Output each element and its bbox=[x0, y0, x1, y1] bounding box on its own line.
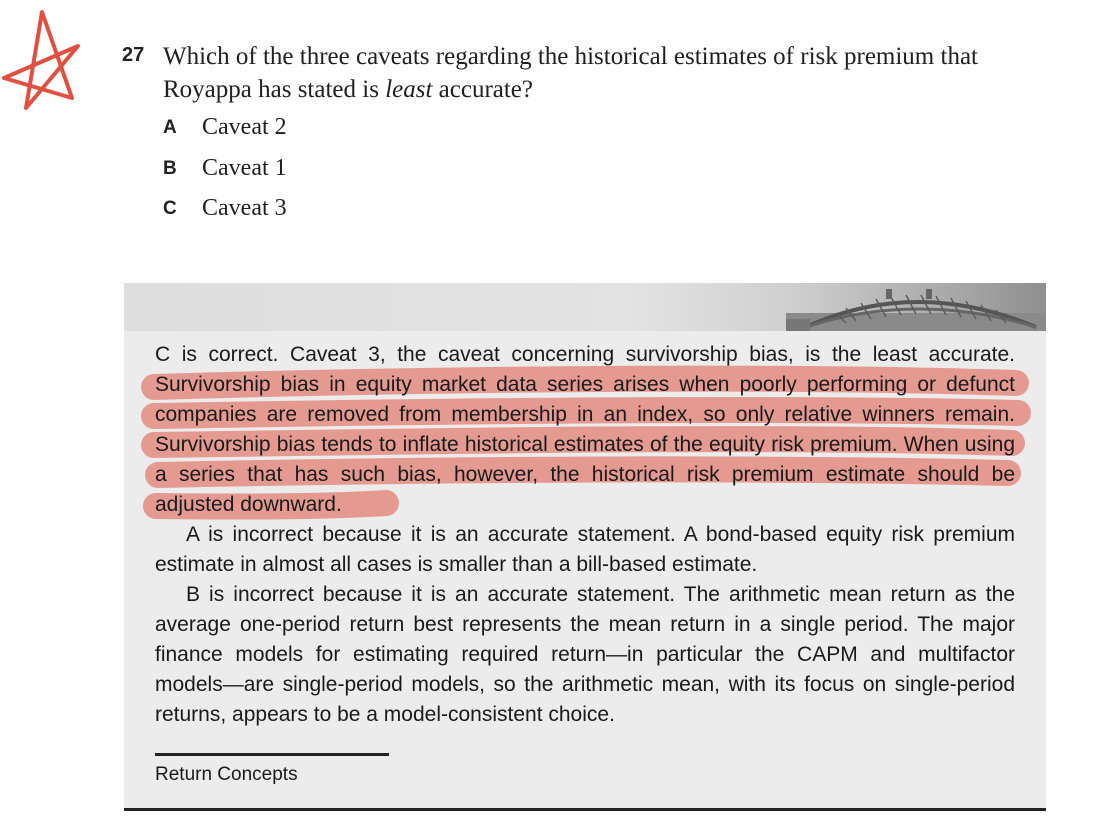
answer-explanation-panel bbox=[124, 283, 1046, 811]
option-letter: A bbox=[163, 117, 177, 138]
option-text: Caveat 1 bbox=[202, 154, 287, 181]
star-annotation-icon bbox=[0, 8, 84, 112]
footer-divider bbox=[155, 753, 389, 756]
option-text: Caveat 3 bbox=[202, 195, 287, 221]
option-letter: B bbox=[163, 157, 177, 179]
option-letter: C bbox=[163, 198, 177, 219]
question-emphasis: least bbox=[385, 76, 433, 103]
banner-strip bbox=[124, 283, 1046, 331]
answer-paragraph-a: A is incorrect because it is an accurate statement. A bond-based equity risk premium estimate in almost all cases is smaller than a bill-based estimate. bbox=[155, 523, 1015, 576]
answer-paragraph-b: B is incorrect because it is an accurate statement. The arithmetic mean return as the average one-period return best represents the mean return in a single period. The major finance models for estimating required return—in particular the CAPM and multifactor models—are single-period models, so the arithmetic mean, with its focus on single-period returns, appears to be a model-consistent choice. bbox=[155, 583, 1015, 726]
bridge-banner-image bbox=[786, 283, 1046, 331]
answer-text bbox=[155, 340, 1015, 730]
option-text: Caveat 2 bbox=[202, 114, 287, 140]
answer-paragraph-correct: C is correct. Caveat 3, the caveat concerning survivorship bias, is the least accurate. Survivorship bias in equity market data series arises when poorly performing or defunct companies are removed from membership in an index, so only relative winners remain. Survivorship bias tends to inflate historical estimates of the equity risk premium. When using a series that has such bias, however, the historical risk premium estimate should be adjusted downward. bbox=[155, 343, 1015, 516]
footer-label: Return Concepts bbox=[155, 764, 298, 785]
question-text-part: Which of the three caveats regarding the historical estimates of risk premium that Royappa has stated is bbox=[163, 43, 978, 103]
question-text bbox=[163, 40, 1023, 106]
question-text-end: accurate? bbox=[432, 76, 534, 103]
question-number: 27 bbox=[122, 44, 145, 66]
